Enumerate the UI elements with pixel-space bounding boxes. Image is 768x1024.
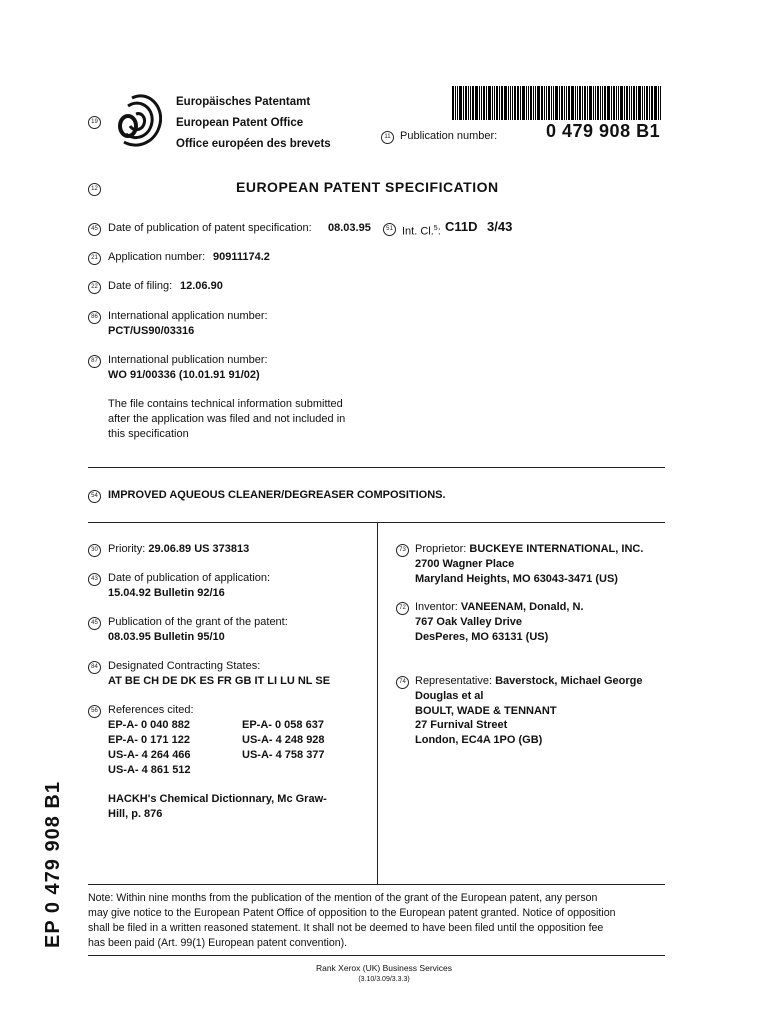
office-name-fr: Office européen des brevets [176, 138, 331, 150]
divider [88, 955, 665, 956]
barcode-bar [501, 86, 503, 120]
ref-item: US-A- 4 264 466 [108, 749, 191, 761]
barcode-bar [508, 86, 509, 120]
epo-logo-icon [114, 92, 162, 154]
barcode-bar [658, 86, 659, 120]
barcode-bar [604, 86, 606, 120]
code-72-marker: 72 [396, 602, 409, 615]
opposition-note-line: shall be filed in a written reasoned statement. It shall not be deemed to have been filed until the opposition fee [88, 922, 604, 934]
barcode-bar [613, 86, 615, 120]
priority-value: 29.06.89 US 373813 [148, 543, 250, 555]
barcode-bar [522, 86, 525, 120]
intl-pub-label: International publication number: [108, 354, 268, 366]
printer-credit: Rank Xerox (UK) Business Services [315, 963, 453, 973]
barcode-bar [589, 86, 592, 120]
code-30-marker: 30 [88, 544, 101, 557]
barcode-bar [571, 86, 574, 120]
ref-item: US-A- 4 861 512 [108, 764, 191, 776]
ref-other-line: HACKH's Chemical Dictionnary, Mc Graw- [108, 793, 327, 805]
barcode-bar [510, 86, 511, 120]
tech-note-line: The file contains technical information submitted [108, 398, 343, 410]
barcode-bar [541, 86, 543, 120]
proprietor-address: Maryland Heights, MO 63043-3471 (US) [415, 573, 618, 585]
barcode-bar [597, 86, 599, 120]
representative-line: 27 Furnival Street [415, 719, 508, 731]
barcode-bar [483, 86, 485, 120]
filing-date-value: 12.06.90 [180, 280, 223, 292]
app-number-value: 90911174.2 [213, 251, 270, 263]
ref-item: EP-A- 0 040 882 [108, 719, 190, 731]
ref-other-line: Hill, p. 876 [108, 808, 163, 820]
barcode-bar [468, 86, 469, 120]
priority-label: Priority: [108, 543, 146, 555]
barcode-bar [512, 86, 513, 120]
office-name-en: European Patent Office [176, 117, 304, 129]
barcode [452, 86, 664, 120]
barcode-bar [624, 86, 625, 120]
barcode-bar [486, 86, 487, 120]
code-12-marker: 12 [88, 183, 101, 196]
code-73-marker: 73 [396, 544, 409, 557]
inventor-address: DesPeres, MO 63131 (US) [415, 631, 549, 643]
inventor-label: Inventor: [415, 601, 458, 613]
divider [88, 884, 665, 885]
barcode-bar [600, 86, 601, 120]
barcode-bar [537, 86, 540, 120]
barcode-bar [546, 86, 547, 120]
printer-code: (3.10/3.09/3.3.3) [358, 976, 410, 983]
barcode-bar [616, 86, 617, 120]
inventor-name: VANEENAM, Donald, N. [460, 601, 584, 613]
barcode-bar [651, 86, 653, 120]
barcode-bar [618, 86, 619, 120]
app-number-label: Application number: [108, 251, 206, 263]
barcode-bar [566, 86, 567, 120]
barcode-bar [660, 86, 661, 120]
barcode-bar [595, 86, 596, 120]
representative-line: London, EC4A 1PO (GB) [415, 734, 543, 746]
barcode-bar [553, 86, 554, 120]
barcode-bar [459, 86, 462, 120]
barcode-bar [654, 86, 657, 120]
proprietor-name: BUCKEYE INTERNATIONAL, INC. [469, 543, 644, 555]
barcode-bar [638, 86, 641, 120]
barcode-bar [492, 86, 493, 120]
barcode-bar [607, 86, 610, 120]
barcode-bar [499, 86, 500, 120]
barcode-bar [636, 86, 637, 120]
code-86-marker: 86 [88, 311, 101, 324]
proprietor [415, 542, 643, 557]
priority [108, 542, 249, 557]
opposition-note-line: has been paid (Art. 99(1) European patent convention). [88, 937, 348, 949]
barcode-bar [644, 86, 645, 120]
barcode-bar [551, 86, 552, 120]
divider [88, 467, 665, 468]
barcode-bar [475, 86, 478, 120]
barcode-bar [587, 86, 588, 120]
column-divider [377, 522, 378, 884]
barcode-bar [579, 86, 581, 120]
ref-item: US-A- 4 758 377 [242, 749, 325, 761]
barcode-bar [602, 86, 603, 120]
barcode-bar [452, 86, 454, 120]
barcode-bar [535, 86, 536, 120]
int-cl-sub: 3/43 [487, 219, 513, 234]
barcode-bar [584, 86, 586, 120]
barcode-bar [455, 86, 456, 120]
code-11-marker: 11 [381, 131, 394, 144]
barcode-bar [568, 86, 570, 120]
barcode-bar [526, 86, 527, 120]
code-45b-marker: 45 [88, 617, 101, 630]
spec-title: EUROPEAN PATENT SPECIFICATION [236, 179, 499, 195]
opposition-note-line: Note: Within nine months from the publication of the mention of the grant of the European patent, any person [88, 892, 598, 904]
int-cl [402, 221, 441, 240]
barcode-bar [593, 86, 594, 120]
barcode-bar [463, 86, 464, 120]
intl-app-value: PCT/US90/03316 [108, 325, 195, 337]
int-cl-main: C11D [445, 219, 478, 234]
barcode-bar [457, 86, 458, 120]
tech-note-line: after the application was filed and not included in [108, 413, 346, 425]
barcode-bar [575, 86, 576, 120]
barcode-bar [517, 86, 519, 120]
barcode-bar [646, 86, 648, 120]
pub-date-value: 08.03.95 [328, 222, 371, 234]
barcode-bar [544, 86, 545, 120]
grant-pub-label: Publication of the grant of the patent: [108, 616, 288, 628]
opposition-note-line: may give notice to the European Patent Office of opposition to the European patent granted. Notice of opposition [88, 907, 616, 919]
tech-note-line: this specification [108, 428, 189, 440]
pub-date-label: Date of publication of patent specification: [108, 222, 312, 234]
barcode-bar [520, 86, 521, 120]
code-54-marker: 54 [88, 490, 101, 503]
app-pub-label: Date of publication of application: [108, 572, 271, 584]
inventor-address: 767 Oak Valley Drive [415, 616, 523, 628]
barcode-bar [465, 86, 467, 120]
barcode-bar [631, 86, 632, 120]
proprietor-label: Proprietor: [415, 543, 467, 555]
barcode-bar [649, 86, 650, 120]
barcode-bar [533, 86, 534, 120]
code-56-marker: 56 [88, 705, 101, 718]
barcode-bar [479, 86, 480, 120]
representative-line: BOULT, WADE & TENNANT [415, 705, 557, 717]
publication-number: 0 479 908 B1 [546, 121, 661, 141]
app-pub-value: 15.04.92 Bulletin 92/16 [108, 587, 225, 599]
code-19-marker: 19 [88, 116, 101, 129]
code-87-marker: 87 [88, 355, 101, 368]
barcode-bar [494, 86, 495, 120]
barcode-bar [530, 86, 532, 120]
filing-date-label: Date of filing: [108, 280, 173, 292]
proprietor-address: 2700 Wagner Place [415, 558, 515, 570]
invention-title: IMPROVED AQUEOUS CLEANER/DEGREASER COMPOSITIONS. [108, 489, 446, 501]
barcode-bar [470, 86, 471, 120]
representative [415, 674, 642, 689]
barcode-bar [564, 86, 565, 120]
grant-pub-value: 08.03.95 Bulletin 95/10 [108, 631, 225, 643]
barcode-bar [561, 86, 563, 120]
barcode-bar [577, 86, 578, 120]
office-name-de: Europäisches Patentamt [176, 96, 311, 108]
barcode-bar [642, 86, 643, 120]
barcode-bar [528, 86, 529, 120]
code-74-marker: 74 [396, 676, 409, 689]
ref-item: US-A- 4 248 928 [242, 734, 325, 746]
code-22-marker: 22 [88, 281, 101, 294]
barcode-bar [611, 86, 612, 120]
states-label: Designated Contracting States: [108, 660, 261, 672]
int-cl-sup: 5 [433, 225, 438, 232]
barcode-bar [496, 86, 498, 120]
barcode-bar [481, 86, 482, 120]
intl-pub-value: WO 91/00336 (10.01.91 91/02) [108, 369, 260, 381]
code-43-marker: 43 [88, 573, 101, 586]
barcode-bar [488, 86, 491, 120]
barcode-bar [514, 86, 516, 120]
publication-label: Publication number: [400, 130, 498, 142]
code-21-marker: 21 [88, 252, 101, 265]
code-45-marker: 45 [88, 223, 101, 236]
code-51-marker: 51 [383, 223, 396, 236]
states-value: AT BE CH DE DK ES FR GB IT LI LU NL SE [108, 675, 331, 687]
barcode-bar [629, 86, 630, 120]
representative-name: Baverstock, Michael George [495, 675, 643, 687]
barcode-bar [559, 86, 560, 120]
code-84-marker: 84 [88, 661, 101, 674]
representative-label: Representative: [415, 675, 493, 687]
ref-item: EP-A- 0 171 122 [108, 734, 190, 746]
barcode-bar [555, 86, 558, 120]
side-publication-number: EP 0 479 908 B1 [42, 781, 64, 948]
barcode-bar [472, 86, 474, 120]
barcode-bar [626, 86, 628, 120]
inventor [415, 600, 584, 615]
barcode-bar [633, 86, 635, 120]
barcode-bar [620, 86, 623, 120]
barcode-bar [548, 86, 550, 120]
refs-label: References cited: [108, 704, 194, 716]
ref-item: EP-A- 0 058 637 [242, 719, 324, 731]
int-cl-label: Int. Cl. [402, 225, 434, 238]
barcode-bar [504, 86, 507, 120]
int-cl-colon: : [437, 225, 441, 238]
representative-line: Douglas et al [415, 690, 484, 702]
intl-app-label: International application number: [108, 310, 268, 322]
barcode-bar [582, 86, 583, 120]
